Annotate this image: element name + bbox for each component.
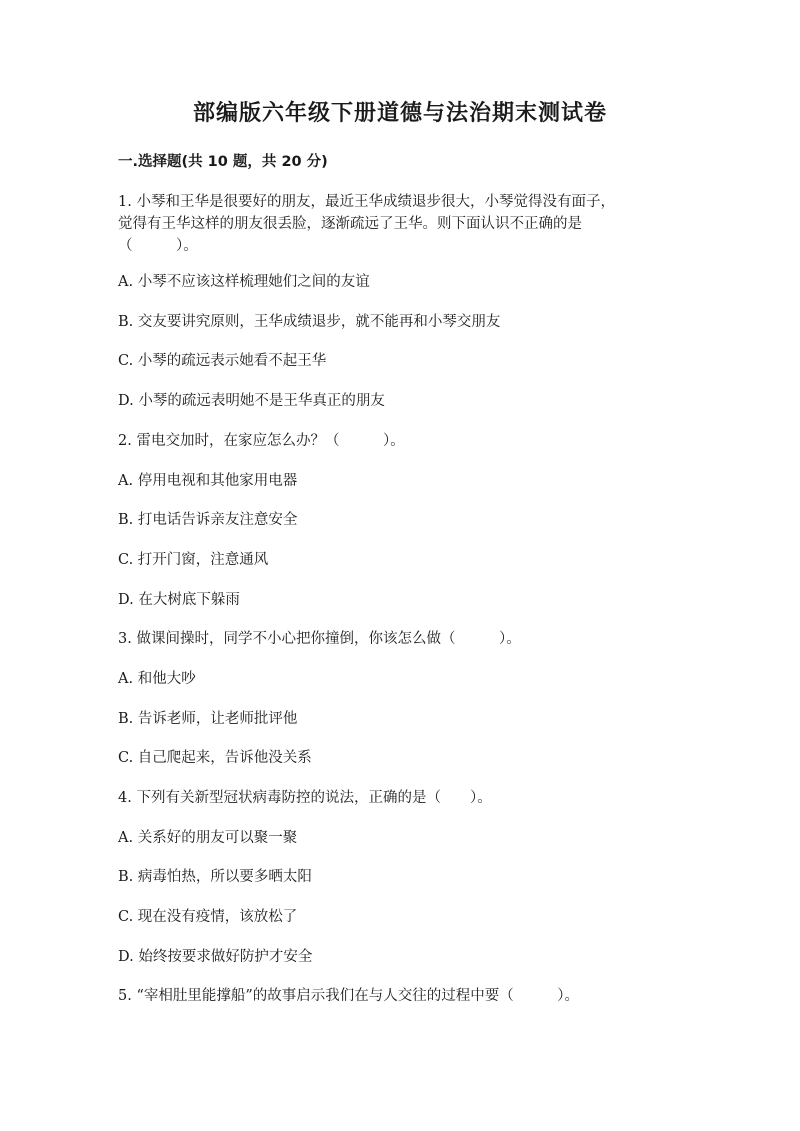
- question-4-option-a: A. 关系好的朋友可以聚一聚: [118, 830, 298, 846]
- question-2-option-a: A. 停用电视和其他家用电器: [118, 473, 298, 489]
- question-4-option-d: D. 始终按要求做好防护才安全: [118, 949, 313, 965]
- question-1-option-a: A. 小琴不应该这样梳理她们之间的友谊: [118, 274, 370, 290]
- question-3-option-c: C. 自己爬起来，告诉他没关系: [118, 750, 312, 766]
- question-2-stem: 2. 雷电交加时，在家应怎么办？（ ）。: [118, 433, 405, 449]
- question-4-option-c: C. 现在没有疫情，该放松了: [118, 909, 298, 925]
- question-3-stem: 3. 做课间操时，同学不小心把你撞倒，你该怎么做（ ）。: [118, 631, 521, 647]
- question-5-stem: 5. “宰相肚里能撑船”的故事启示我们在与人交往的过程中要（ ）。: [118, 988, 580, 1004]
- question-3-option-b: B. 告诉老师，让老师批评他: [118, 711, 298, 727]
- question-4-option-b: B. 病毒怕热，所以要多晒太阳: [118, 869, 312, 885]
- question-1-option-d: D. 小琴的疏远表明她不是王华真正的朋友: [118, 393, 385, 409]
- question-1-stem-line-3: （ ）。: [118, 238, 198, 254]
- question-2-option-b: B. 打电话告诉亲友注意安全: [118, 512, 298, 528]
- section-heading: 一.选择题(共 10 题，共 20 分): [118, 154, 328, 170]
- question-2-option-d: D. 在大树底下躲雨: [118, 592, 240, 608]
- exam-title: 部编版六年级下册道德与法治期末测试卷: [192, 101, 607, 126]
- question-4-stem: 4. 下列有关新型冠状病毒防控的说法，正确的是（ ）。: [118, 790, 492, 806]
- question-1-option-b: B. 交友要讲究原则，王华成绩退步，就不能再和小琴交朋友: [118, 314, 501, 330]
- question-3-option-a: A. 和他大吵: [118, 671, 196, 687]
- question-2-option-c: C. 打开门窗，注意通风: [118, 552, 269, 568]
- question-1-stem-line-2: 觉得有王华这样的朋友很丢脸，逐渐疏远了王华。则下面认识不正确的是: [118, 216, 582, 232]
- question-1-stem-line-1: 1. 小琴和王华是很要好的朋友，最近王华成绩退步很大，小琴觉得没有面子，: [118, 194, 615, 210]
- question-1-option-c: C. 小琴的疏远表示她看不起王华: [118, 353, 327, 369]
